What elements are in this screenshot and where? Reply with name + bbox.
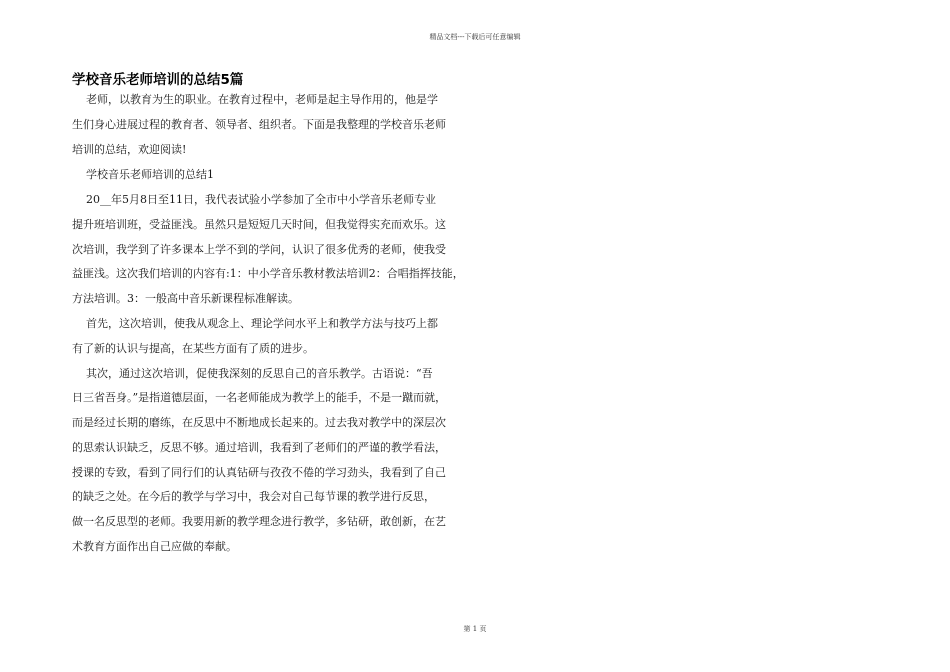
document-title: 学校音乐老师培训的总结5篇: [72, 72, 244, 88]
text-line: 方法培训。3：一般高中音乐新课程标准解读。: [72, 292, 299, 305]
page-number: 第 1 页: [463, 625, 487, 633]
text-line: 的缺乏之处。在今后的教学与学习中，我会对自己每节课的教学进行反思，: [72, 490, 435, 503]
page-header: 精品文档---下载后可任意编辑: [429, 33, 521, 41]
text-line: 日三省吾身。”是指道德层面，一名老师能成为教学上的能手，不是一蹴而就，: [72, 391, 447, 404]
text-line: 有了新的认识与提高，在某些方面有了质的进步。: [72, 342, 314, 355]
text-line: 提升班培训班，受益匪浅。虽然只是短短几天时间，但我觉得实充而欢乐。这: [72, 218, 446, 231]
text-line: 其次，通过这次培训，促使我深刻的反思自己的音乐教学。古语说：“吾: [72, 367, 433, 380]
section-heading: 学校音乐老师培训的总结1: [72, 168, 214, 181]
text-line: 术教育方面作出自己应做的奉献。: [72, 540, 237, 553]
text-line: 授课的专致，看到了同行们的认真钻研与孜孜不倦的学习劲头，我看到了自己: [72, 466, 446, 479]
text-line: 生们身心进展过程的教育者、领导者、组织者。下面是我整理的学校音乐老师: [72, 118, 446, 131]
text-line: 而是经过长期的磨练，在反思中不断地成长起来的。过去我对教学中的深层次: [72, 416, 446, 429]
text-line: 做一名反思型的老师。我要用新的教学理念进行教学，多钻研，敢创新，在艺: [72, 515, 446, 528]
text-line: 培训的总结，欢迎阅读!: [72, 143, 187, 156]
text-line: 次培训，我学到了许多课本上学不到的学问，认识了很多优秀的老师，使我受: [72, 243, 446, 256]
text-line: 的思索认识缺乏，反思不够。通过培训，我看到了老师们的严谨的教学看法，: [72, 441, 446, 454]
text-line: 20__年5月8日至11日，我代表试验小学参加了全市中小学音乐老师专业: [72, 193, 436, 206]
text-line: 首先，这次培训，使我从观念上、理论学问水平上和教学方法与技巧上都: [72, 317, 438, 330]
text-line: 益匪浅。这次我们培训的内容有:1：中小学音乐教材教法培训2：合唱指挥技能，: [72, 267, 464, 280]
text-line: 老师，以教育为生的职业。在教育过程中，老师是起主导作用的，他是学: [72, 93, 438, 106]
